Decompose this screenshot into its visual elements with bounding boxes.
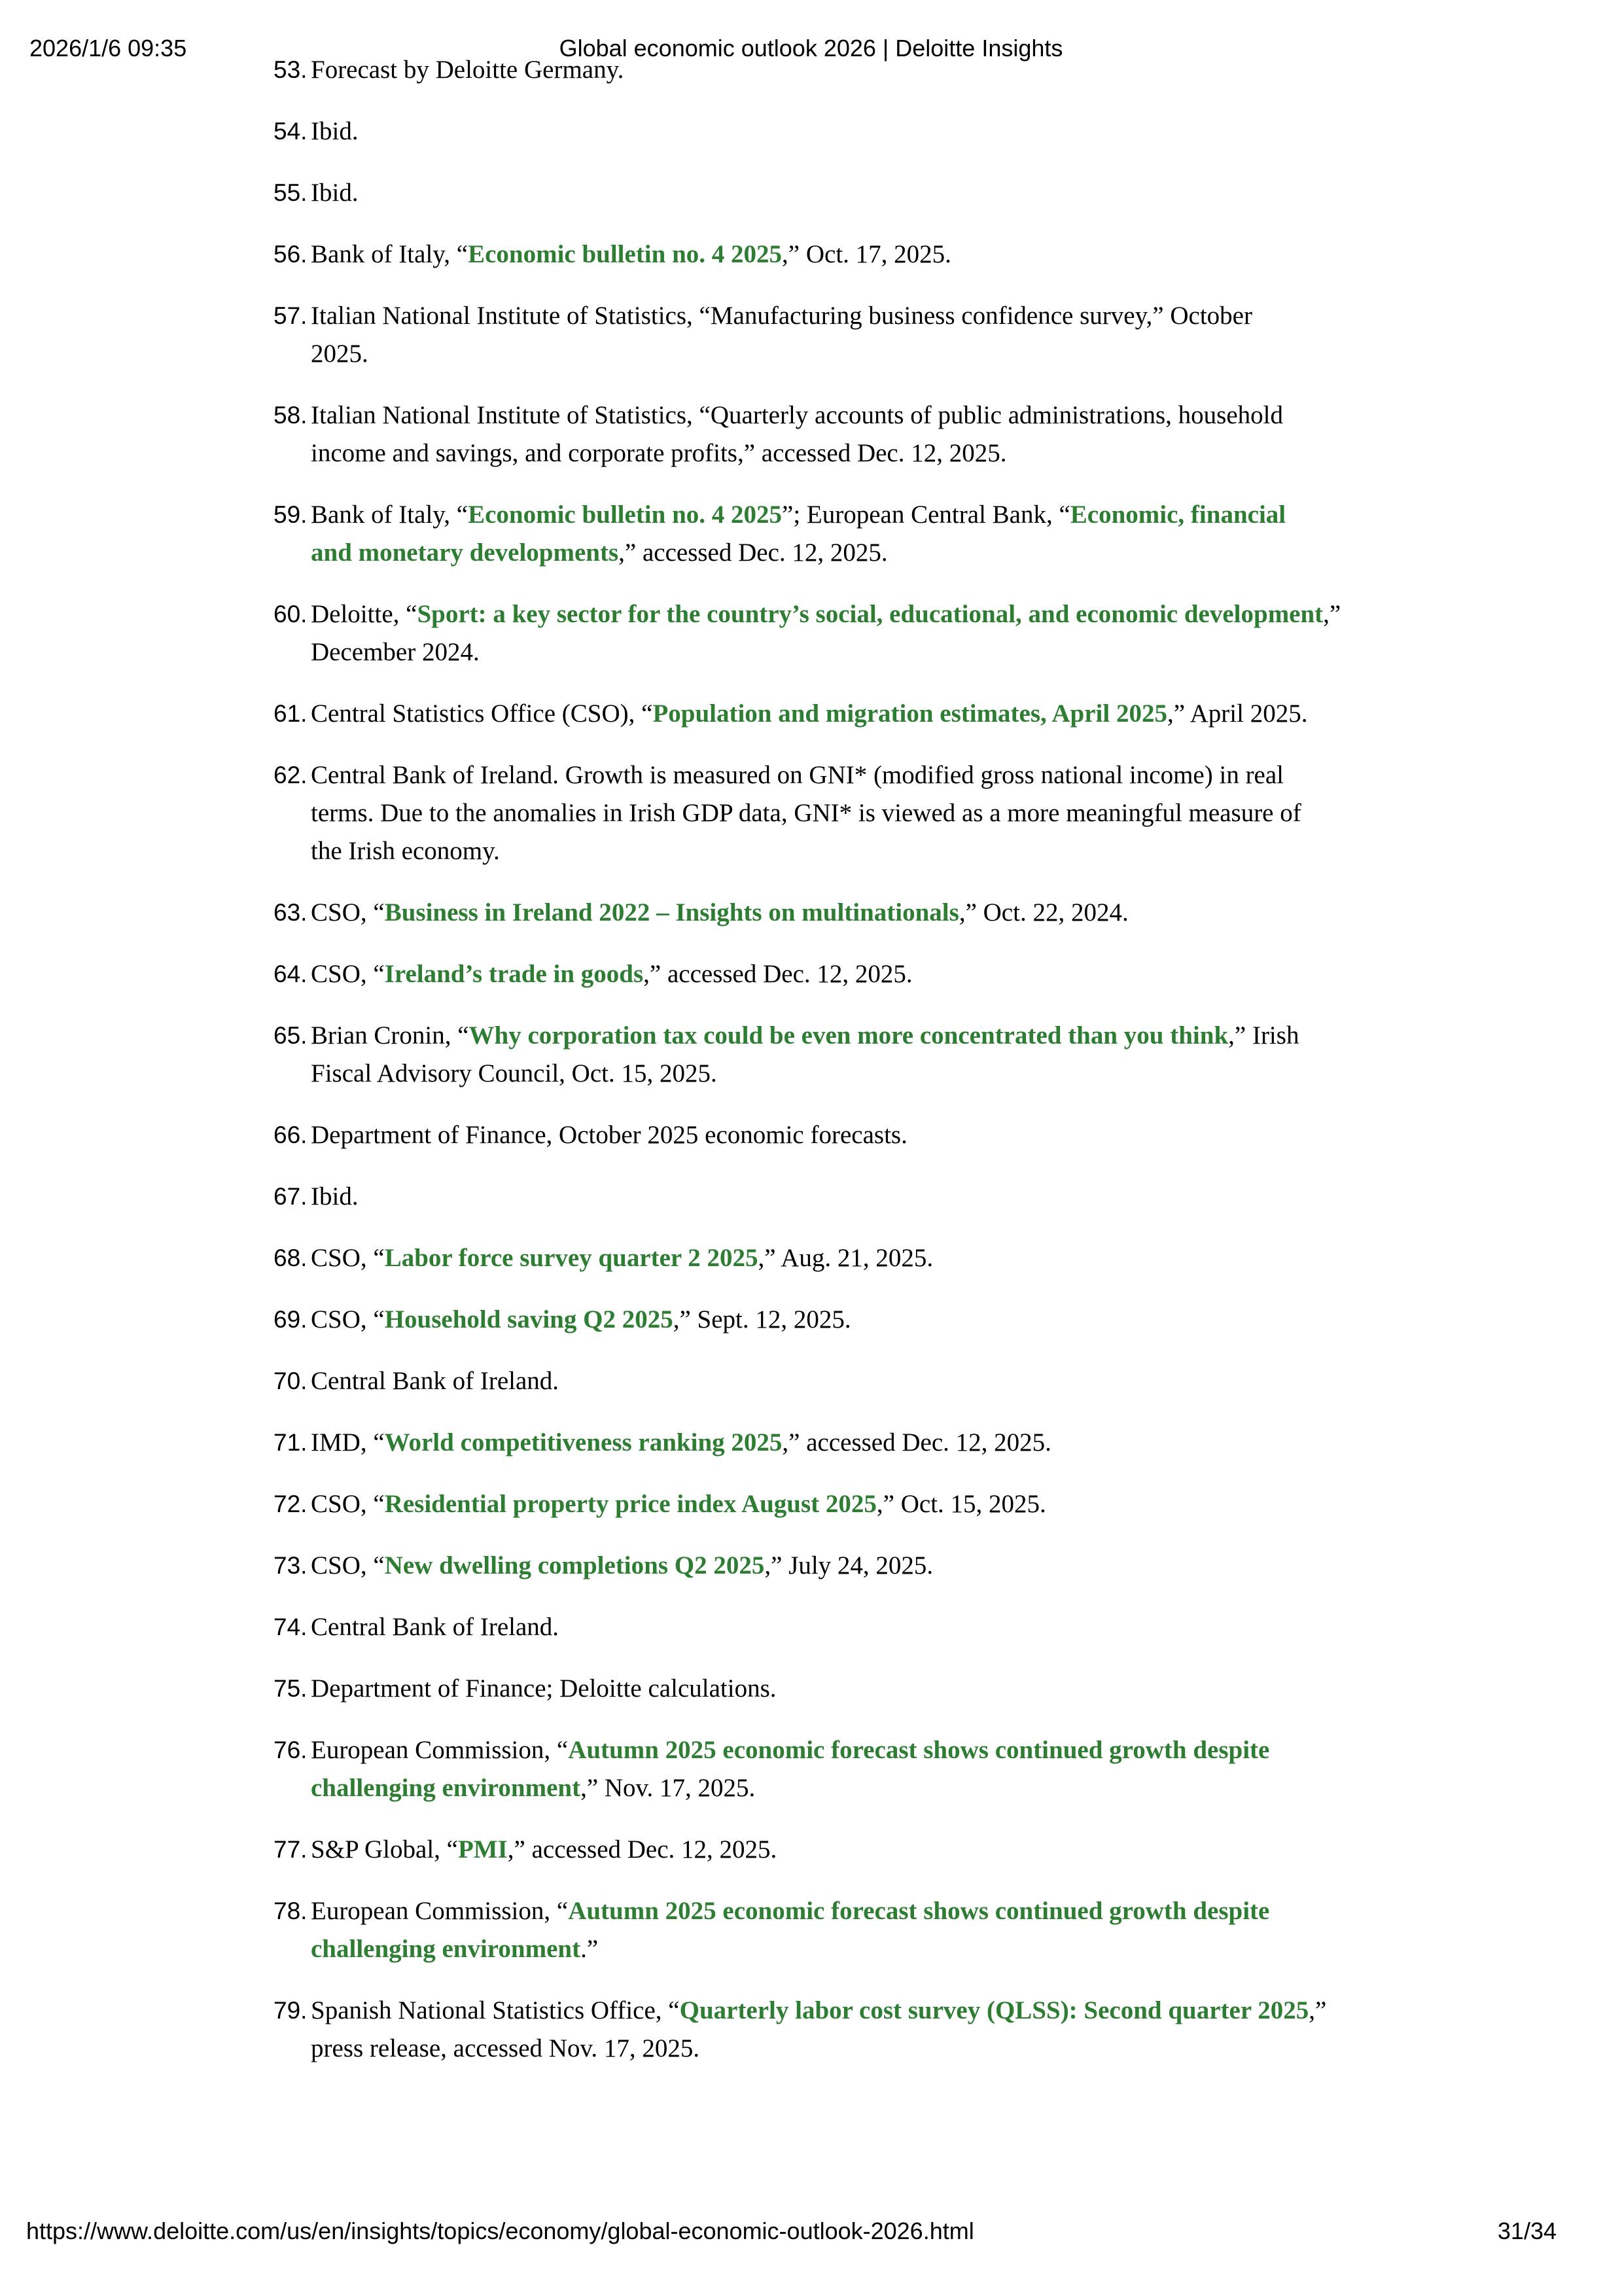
footnote-line [311,297,1252,335]
footnote-text [311,496,1286,572]
footnote-text [311,1485,1046,1523]
text-segment: ,” accessed Dec. 12, 2025. [618,539,888,567]
footnote-item [273,236,1517,274]
text-segment: IMD, “ [311,1428,385,1457]
footnote-number: 73. [273,1552,308,1579]
citation-link[interactable]: Household saving Q2 2025 [384,1305,673,1333]
footer-page-number: 31/34 [1497,2217,1557,2244]
footnote-text [311,595,1341,671]
text-segment: Ibid. [311,117,359,145]
footnote-text [311,113,359,150]
footnote-number: 65. [273,1022,308,1049]
footnote-line [311,1239,933,1277]
text-segment: Bank of Italy, “ [311,240,468,268]
text-segment: CSO, “ [311,960,385,988]
footnote-number: 58. [273,402,308,429]
footnote-line [311,1017,1299,1055]
text-segment: Deloitte, “ [311,600,417,628]
footnote-line [311,236,951,274]
text-segment: Ibid. [311,179,359,207]
text-segment: Central Bank of Ireland. [311,1613,559,1641]
text-segment: European Commission, “ [311,1736,569,1764]
footnote-text [311,1608,559,1646]
footnote-number: 72. [273,1491,308,1517]
footnote-line [311,534,1286,572]
footnote-line [311,1362,559,1400]
footnote-number: 68. [273,1245,308,1271]
footnote-item [273,1485,1517,1523]
footnote-line [311,496,1286,534]
text-segment: the Irish economy. [311,837,500,865]
text-segment: CSO, “ [311,1490,385,1518]
text-segment: ,” Oct. 15, 2025. [876,1490,1046,1518]
header-document-title: Global economic outlook 2026 | Deloitte Insights [559,35,1063,62]
footnote-line [311,1930,1269,1968]
text-segment: Bank of Italy, “ [311,501,468,529]
footnote-number: 77. [273,1836,308,1863]
footnote-item [273,496,1517,572]
footnote-text [311,1239,933,1277]
footnote-item [273,1892,1517,1968]
footnote-number: 56. [273,241,308,268]
text-segment: ,” accessed Dec. 12, 2025. [643,960,913,988]
text-segment: Fiscal Advisory Council, Oct. 15, 2025. [311,1059,717,1087]
citation-link[interactable]: and monetary developments [311,539,619,567]
citation-link[interactable]: Labor force survey quarter 2 2025 [384,1244,758,1272]
citation-link[interactable]: Quarterly labor cost survey (QLSS): Second quarter 2025 [679,1996,1309,2024]
footnote-line [311,434,1283,472]
footnote-item [273,1731,1517,1807]
text-segment: press release, accessed Nov. 17, 2025. [311,2034,700,2062]
footnote-item [273,113,1517,150]
text-segment: Forecast by Deloitte Germany. [311,56,624,84]
footnote-number: 54. [273,118,308,145]
footnote-text [311,51,624,89]
footnote-item [273,695,1517,733]
footnote-number: 55. [273,179,308,206]
text-segment: ,” April 2025. [1167,699,1308,728]
footnote-number: 78. [273,1898,308,1924]
footnote-text [311,1017,1299,1093]
text-segment: ,” accessed Dec. 12, 2025. [782,1428,1051,1457]
footnote-item [273,1608,1517,1646]
text-segment: Department of Finance; Deloitte calculations. [311,1674,777,1703]
footnote-text [311,1992,1326,2068]
citation-link[interactable]: Ireland’s trade in goods [384,960,644,988]
footnote-line [311,1424,1051,1462]
footnote-number: 59. [273,501,308,528]
footnote-line [311,1178,359,1216]
text-segment: ,” [1323,600,1341,628]
footnote-text [311,955,913,993]
text-segment: ,” Sept. 12, 2025. [673,1305,851,1333]
footnote-item [273,51,1517,89]
footnote-number: 67. [273,1183,308,1210]
header-datetime: 2026/1/6 09:35 [29,35,187,62]
footnote-text [311,1301,851,1339]
text-segment: Brian Cronin, “ [311,1021,469,1050]
text-segment: CSO, “ [311,1551,385,1580]
footnote-text [311,397,1283,472]
text-segment: Central Statistics Office (CSO), “ [311,699,653,728]
footnote-line [311,1547,933,1585]
footnote-line [311,1485,1046,1523]
footnote-line [311,633,1341,671]
citation-link[interactable]: Why corporation tax could be even more concentrated than you think [468,1021,1229,1050]
citation-link[interactable]: Economic bulletin no. 4 2025 [468,240,783,268]
text-segment: Central Bank of Ireland. [311,1367,559,1395]
footnote-number: 69. [273,1306,308,1333]
text-segment: income and savings, and corporate profits,” accessed Dec. 12, 2025. [311,439,1007,467]
footnote-item [273,1178,1517,1216]
footnote-line [311,1608,559,1646]
text-segment: Italian National Institute of Statistics, “Quarterly accounts of public administrations, household [311,401,1283,429]
footnote-text [311,1670,777,1708]
footnote-text [311,1731,1269,1807]
footnote-number: 74. [273,1614,308,1640]
footnote-line [311,756,1301,794]
footnote-line [311,1769,1269,1807]
footnote-item [273,1017,1517,1093]
citation-link[interactable]: Residential property price index August 2025 [384,1490,877,1518]
footnote-line [311,695,1307,733]
citation-link[interactable]: challenging environment [311,1935,581,1963]
text-segment: 2025. [311,340,368,368]
text-segment: Department of Finance, October 2025 economic forecasts. [311,1121,908,1149]
footnote-text [311,236,951,274]
text-segment: terms. Due to the anomalies in Irish GDP data, GNI* is viewed as a more meaningful measure of [311,799,1301,827]
footnote-item [273,756,1517,870]
footnote-line [311,1116,908,1154]
footnote-text [311,1362,559,1400]
footnote-text [311,894,1129,932]
footnote-line [311,335,1252,373]
footnote-line [311,397,1283,434]
footnote-item [273,1831,1517,1869]
footnote-item [273,1992,1517,2068]
citation-link[interactable]: Business in Ireland 2022 – Insights on multinationals [384,898,959,927]
footnote-text [311,297,1252,373]
text-segment: CSO, “ [311,898,385,927]
footnote-item [273,1547,1517,1585]
citation-link[interactable]: Sport: a key sector for the country’s social, educational, and economic development [417,600,1324,628]
footnote-text [311,1831,777,1869]
citation-link[interactable]: Economic bulletin no. 4 2025 [468,501,783,529]
footnote-text [311,1424,1051,1462]
footnote-number: 71. [273,1429,308,1456]
footnote-number: 64. [273,961,308,987]
footnote-text [311,1892,1269,1968]
footnote-number: 53. [273,56,308,83]
footnote-item [273,894,1517,932]
citation-link[interactable]: PMI [457,1835,508,1863]
footnote-item [273,1301,1517,1339]
citation-link[interactable]: Economic, financial [1070,501,1286,529]
text-segment: ,” Nov. 17, 2025. [580,1774,756,1802]
footnote-line [311,794,1301,832]
footnote-item [273,297,1517,373]
text-segment: European Commission, “ [311,1897,569,1925]
footnote-number: 62. [273,762,308,788]
footnote-item [273,1424,1517,1462]
citation-link[interactable]: World competitiveness ranking 2025 [384,1428,783,1457]
citation-link[interactable]: Autumn 2025 economic forecast shows continued growth despite [568,1736,1270,1764]
footnote-line [311,113,359,150]
footnote-list [273,51,1517,2091]
text-segment: ,” Aug. 21, 2025. [758,1244,934,1272]
text-segment: Ibid. [311,1182,359,1210]
text-segment: ,” [1309,1996,1327,2024]
citation-link[interactable]: challenging environment [311,1774,581,1802]
text-segment: ,” Irish [1228,1021,1299,1050]
footnote-line [311,894,1129,932]
text-segment: CSO, “ [311,1305,385,1333]
footer-url: https://www.deloitte.com/us/en/insights/topics/economy/global-economic-outlook-2026.html [26,2217,974,2244]
footnote-number: 70. [273,1368,308,1394]
text-segment: S&P Global, “ [311,1835,458,1863]
footnote-number: 57. [273,302,308,329]
text-segment: ,” Oct. 17, 2025. [782,240,951,268]
footnote-number: 75. [273,1675,308,1702]
footnote-text [311,1178,359,1216]
footnote-text [311,756,1301,870]
footnote-line [311,1992,1326,2030]
footnote-number: 61. [273,700,308,727]
footnote-item [273,174,1517,212]
text-segment: Central Bank of Ireland. Growth is measured on GNI* (modified gross national income) in real [311,761,1284,789]
footnote-line [311,1301,851,1339]
footnote-item [273,1116,1517,1154]
citation-link[interactable]: New dwelling completions Q2 2025 [384,1551,765,1580]
text-segment: December 2024. [311,638,480,666]
text-segment: Spanish National Statistics Office, “ [311,1996,680,2024]
footnote-item [273,1239,1517,1277]
text-segment: ,” accessed Dec. 12, 2025. [507,1835,777,1863]
footnote-item [273,397,1517,472]
text-segment: CSO, “ [311,1244,385,1272]
footnote-number: 79. [273,1997,308,2024]
footnote-item [273,595,1517,671]
footnote-line [311,2030,1326,2068]
footnote-number: 66. [273,1122,308,1148]
footnote-text [311,1547,933,1585]
footnote-line [311,955,913,993]
footnote-line [311,1892,1269,1930]
citation-link[interactable]: Population and migration estimates, April 2025 [652,699,1167,728]
text-segment: Italian National Institute of Statistics, “Manufacturing business confidence survey,” October [311,302,1252,330]
footnote-line [311,51,624,89]
footnote-item [273,1362,1517,1400]
footnote-line [311,595,1341,633]
footnote-number: 76. [273,1737,308,1763]
footnote-line [311,1055,1299,1093]
text-segment: .” [580,1935,599,1963]
footnote-item [273,955,1517,993]
footnote-line [311,1670,777,1708]
text-segment: ,” Oct. 22, 2024. [959,898,1129,927]
text-segment: ,” July 24, 2025. [764,1551,934,1580]
text-segment: ”; European Central Bank, “ [782,501,1070,529]
footnote-line [311,832,1301,870]
footnote-text [311,1116,908,1154]
footnote-text [311,174,359,212]
footnote-text [311,695,1307,733]
footnote-line [311,1731,1269,1769]
footnote-line [311,174,359,212]
footnote-number: 60. [273,601,308,627]
footnote-number: 63. [273,899,308,926]
citation-link[interactable]: Autumn 2025 economic forecast shows continued growth despite [568,1897,1270,1925]
footnote-line [311,1831,777,1869]
footnote-item [273,1670,1517,1708]
